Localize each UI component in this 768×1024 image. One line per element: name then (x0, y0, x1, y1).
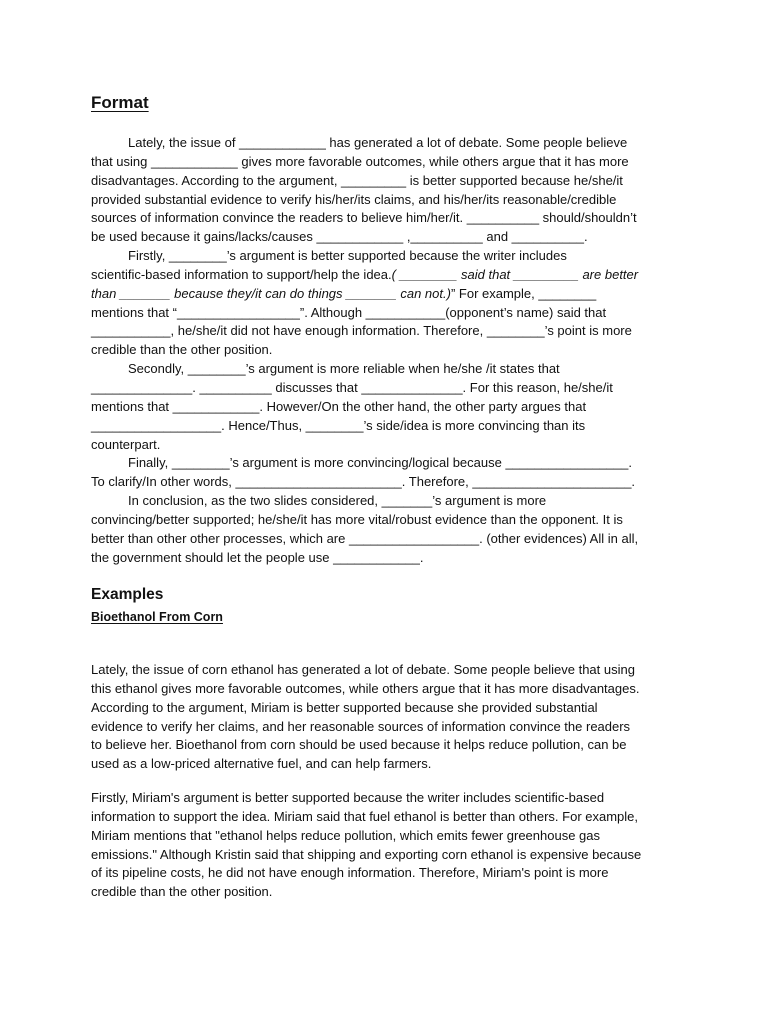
format-paragraph-intro: Lately, the issue of ____________ has generated a lot of debate. Some people believe that using ____________ gives more favorable outcomes, while others argue that it has more disadvantages. According to the argument, _________ is better supported because he/she/it provided substantial evidence to verify his/her/its claims, and his/her/its reasonable/credible sources of information convince the readers to believe him/her/it. __________ should/shouldn’t be used because it gains/lacks/causes ____________ ,__________ and __________. (91, 135, 637, 245)
format-paragraph-firstly: Firstly, ________’s argument is better supported because the writer includes scientific-based information to support/help the idea.( ________ said that _________ are better than _______ because they/it can do things _______ can not.)” For example, ________ mentions that “_________________”. Although ___________(opponent’s name) said that ___________, he/she/it did not have enough information. Therefore, ________’s point is more credible than the other position. (91, 248, 639, 358)
example-paragraph-intro: Lately, the issue of corn ethanol has generated a lot of debate. Some people believe that using this ethanol gives more favorable outcomes, while others argue that it has more disadvantages. According to the argument, Miriam is better supported because she provided substantial evidence to verify her claims, and her reasonable sources of information convince the readers to believe her. Bioethanol from corn should be used because it helps reduce pollution, can be used as a low-priced alternative fuel, and can help farmers. (91, 662, 640, 772)
format-template (91, 134, 675, 567)
example-paragraph-firstly: Firstly, Miriam's argument is better supported because the writer includes scientific-based information to support the idea. Miriam said that fuel ethanol is better than others. For example, Miriam mentions that "ethanol helps reduce pollution, which emits fewer greenhouse gas emissions." Although Kristin said that shipping and exporting corn ethanol is expensive because of its pipeline costs, he did not have enough information. Therefore, Miriam's point is more credible than the other position. (91, 790, 642, 900)
example-title: Bioethanol From Corn (91, 610, 223, 624)
format-heading: Format (91, 93, 149, 112)
format-paragraph-finally: Finally, ________’s argument is more convincing/logical because _________________. To clarify/In other words, _______________________. Therefore, ______________________. (91, 455, 636, 490)
format-paragraph-conclusion: In conclusion, as the two slides considered, _______’s argument is more convincing/better supported; he/she/it has more vital/robust evidence than the opponent. It is better than other other processes, which are __________________. (other evidences) All in all, the government should let the people use ____________. (91, 493, 639, 565)
format-paragraph-secondly: Secondly, ________’s argument is more reliable when he/she /it states that ______________. __________ discusses that ______________. For this reason, he/she/it mentions that ____________. However/On the other hand, the other party argues that __________________. Hence/Thus, ________’s side/idea is more convincing than its counterpart. (91, 361, 613, 452)
examples-heading: Examples (91, 586, 164, 603)
